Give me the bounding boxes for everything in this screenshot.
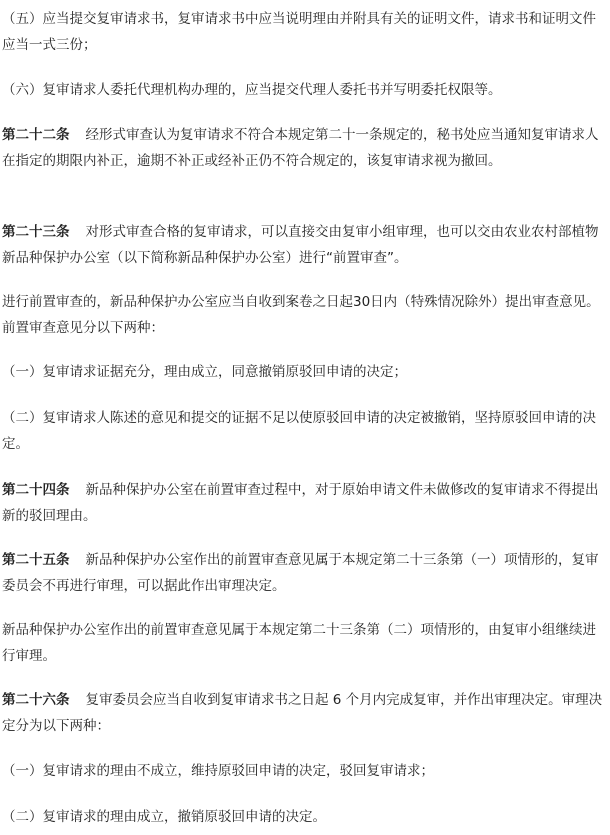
paragraph-text: 新品种保护办公室在前置审查过程中，对于原始申请文件未做修改的复审请求不得提出新的驳回理由。 (2, 482, 599, 524)
paragraph-text: 对形式审查合格的复审请求，可以直接交由复审小组审理，也可以交由农业农村部植物新品种保护办公室（以下简称新品种保护办公室）进行“前置审查”。 (2, 224, 599, 266)
decision-option-1 (2, 758, 608, 784)
article-number: 第二十三条 (2, 224, 70, 240)
paragraph-item-6 (2, 77, 608, 103)
paragraph-text: （一）复审请求的理由不成立，维持原驳回申请的决定，驳回复审请求； (2, 763, 434, 779)
paragraph-text: （二）复审请求人陈述的意见和提交的证据不足以使原驳回申请的决定被撤销，坚持原驳回申请的决定。 (2, 410, 596, 452)
pre-review-option-1 (2, 359, 608, 385)
article-number: 第二十四条 (2, 482, 70, 498)
paragraph-text: 新品种保护办公室作出的前置审查意见属于本规定第二十三条第（一）项情形的，复审委员会不再进行审理，可以据此作出审理决定。 (2, 552, 599, 594)
paragraph-text: 新品种保护办公室作出的前置审查意见属于本规定第二十三条第（二）项情形的，由复审小组继续进行审理。 (2, 622, 596, 664)
article-25-second (2, 617, 608, 669)
article-number: 第二十六条 (2, 692, 70, 708)
paragraph-text: （五）应当提交复审请求书，复审请求书中应当说明理由并附具有关的证明文件，请求书和证明文件应当一式三份； (2, 11, 596, 53)
paragraph-text: （六）复审请求人委托代理机构办理的，应当提交代理人委托书并写明委托权限等。 (2, 82, 502, 98)
paragraph-item-5 (2, 6, 608, 58)
paragraph-text: 进行前置审查的，新品种保护办公室应当自收到案卷之日起30日内（特殊情况除外）提出审查意见。前置审查意见分以下两种： (2, 294, 600, 336)
paragraph-text: 经形式审查认为复审请求不符合本规定第二十一条规定的，秘书处应当通知复审请求人在指定的期限内补正，逾期不补正或经补正仍不符合规定的，该复审请求视为撤回。 (2, 127, 599, 169)
paragraph-text: 复审委员会应当自收到复审请求书之日起 6 个月内完成复审，并作出审理决定。审理决定分为以下两种： (2, 692, 603, 734)
pre-review-option-2 (2, 405, 608, 457)
decision-option-2 (2, 804, 608, 830)
article-23 (2, 219, 608, 271)
article-25 (2, 547, 608, 599)
paragraph-text: （二）复审请求的理由成立，撤销原驳回申请的决定。 (2, 809, 326, 825)
article-26 (2, 687, 608, 739)
article-24 (2, 477, 608, 529)
article-23-pre-review (2, 289, 608, 341)
paragraph-text: （一）复审请求证据充分，理由成立，同意撤销原驳回申请的决定； (2, 364, 407, 380)
article-22 (2, 122, 608, 174)
article-number: 第二十二条 (2, 127, 70, 143)
article-number: 第二十五条 (2, 552, 70, 568)
